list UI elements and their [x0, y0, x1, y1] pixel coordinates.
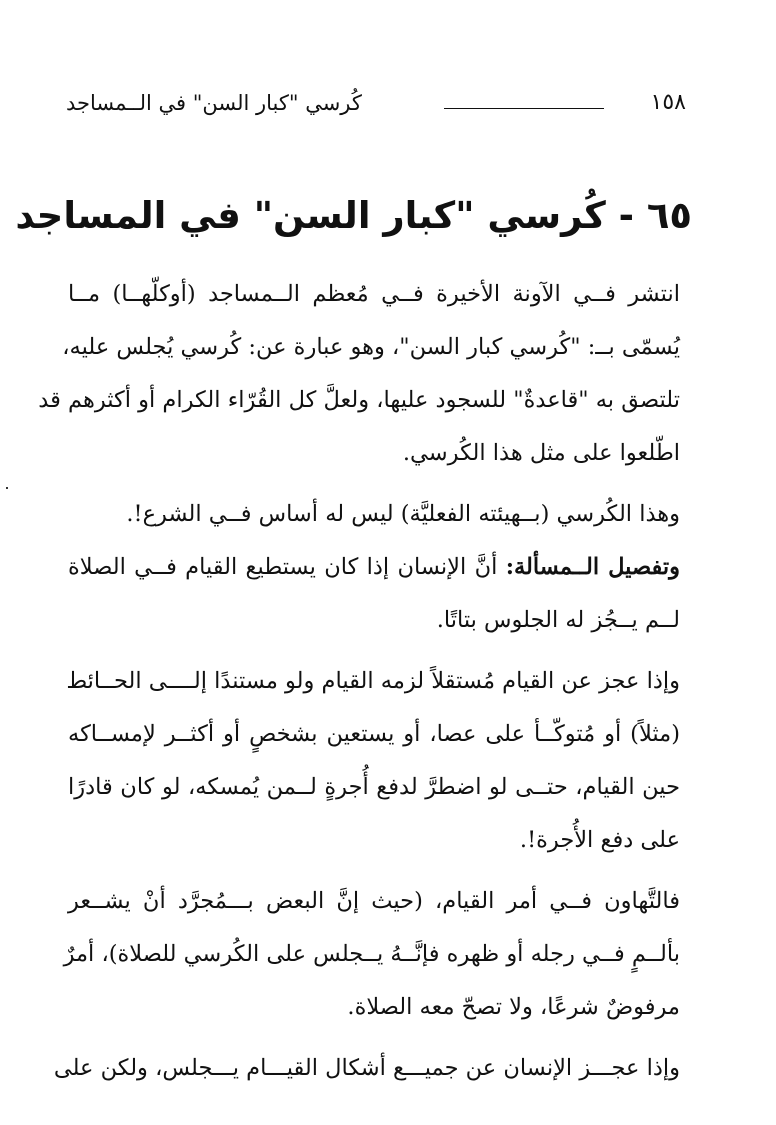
header-rule: [444, 108, 604, 109]
text-line: على دفع الأُجرة!.: [519, 827, 680, 853]
running-header: [66, 88, 686, 124]
paragraph-5: [63, 875, 680, 1034]
text-line: وإذا عجز عن القيام مُستقلاً لزمه القيام ولو مستندًا إلــــى الحــائط: [66, 668, 680, 694]
text-line: فالتَّهاون فــي أمر القيام، (حيث إنَّ البعض بـــمُجرَّد أنْ يشــعر: [68, 888, 680, 914]
text-line: يُسمّى بــ: "كُرسي كبار السن"، وهو عبارة عن: كُرسي يُجلس عليه،: [62, 334, 680, 360]
text-line: انتشر فــي الآونة الأخيرة فــي مُعظم الــمساجد (أوكلّهــا) مــا: [68, 281, 680, 307]
text-line: (مثلاً) أو مُتوكّــأ على عصا، أو يستعين بشخصٍ أو أكثــر لإمســاكه: [68, 721, 680, 747]
text-line: حين القيام، حتــى لو اضطرَّ لدفع أُجرةٍ لــمن يُمسكه، لو كان قادرًا: [68, 774, 680, 800]
text-line: وإذا عجـــز الإنسان عن جميـــع أشكال القيـــام يـــجلس، ولكن على: [53, 1055, 680, 1081]
paragraph-4: [68, 655, 680, 867]
page-number: ١٥٨: [650, 90, 686, 115]
paragraph-2: [68, 488, 680, 541]
text-line: [68, 541, 680, 594]
text-line: وهذا الكُرسي (بــهيئته الفعليَّة) ليس له أساس فــي الشرع!.: [126, 501, 680, 527]
text-line: لــم يــجُز له الجلوس بتاتًا.: [436, 607, 680, 633]
text-segment: أنَّ الإنسان إذا كان يستطيع القيام فــي الصلاة: [68, 554, 506, 580]
bold-lead: وتفصيل الــمسألة:: [505, 554, 680, 580]
paragraph-3: [68, 541, 680, 647]
paragraph-1: [38, 268, 680, 480]
paragraph-6: [53, 1042, 680, 1095]
body-text: [38, 268, 680, 1095]
running-title: كُرسي "كبار السن" في الــمساجد: [66, 91, 362, 115]
margin-mark: [6, 487, 8, 489]
text-line: بألــمٍ فــي رجله أو ظهره فإنَّــهُ يــجلس على الكُرسي للصلاة)، أمرٌ: [63, 941, 680, 967]
chapter-title: ٦٥ - كُرسي "كبار السن" في المساجد: [15, 194, 692, 237]
text-line: اطّلعوا على مثل هذا الكُرسي.: [402, 440, 680, 466]
text-line: مرفوضٌ شرعًا، ولا تصحّ معه الصلاة.: [347, 994, 680, 1020]
text-line: تلتصق به "قاعدةٌ" للسجود عليها، ولعلَّ كل القُرّاء الكرام أو أكثرهم قد: [38, 387, 680, 413]
